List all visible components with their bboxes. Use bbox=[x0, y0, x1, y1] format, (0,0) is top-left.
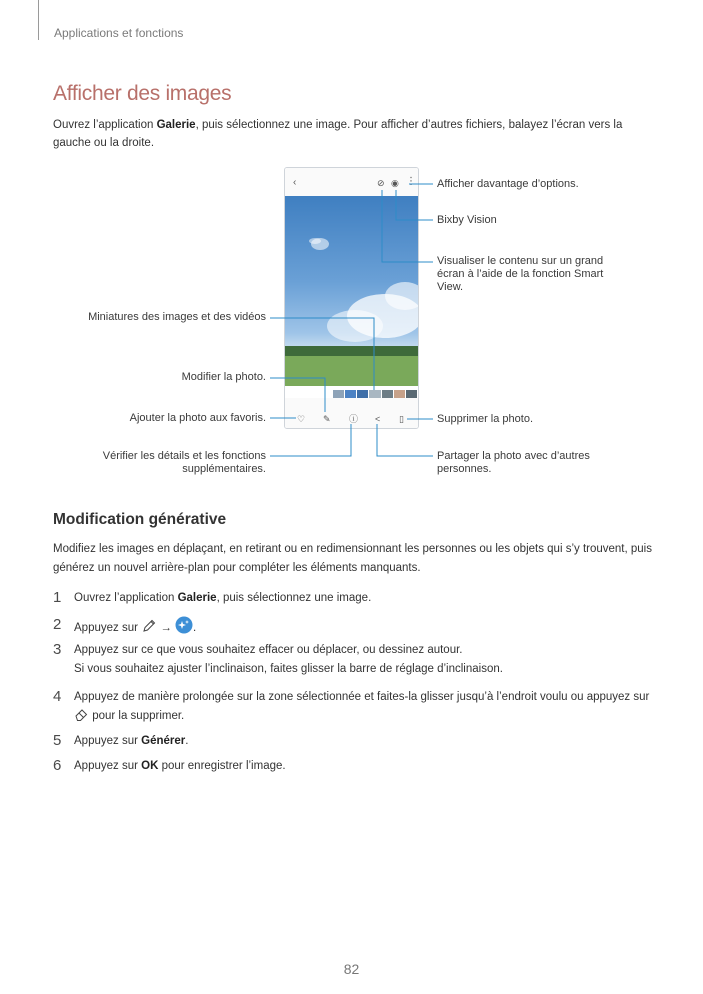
gallery-keyword: Galerie bbox=[156, 119, 196, 131]
step-6: 6 Appuyez sur OK pour enregistrer l’image. bbox=[53, 757, 286, 774]
gallery-keyword: Galerie bbox=[177, 592, 217, 604]
edit-icon[interactable]: ✎ bbox=[323, 414, 331, 424]
callout-add-favorites: Ajouter la photo aux favoris. bbox=[129, 412, 266, 424]
section-intro: Ouvrez l’application Galerie, puis sélectionnez une image. Pour afficher d’autres fichiers, balayez l’écran vers la gauche ou la droite. bbox=[53, 119, 623, 149]
eraser-icon bbox=[74, 707, 89, 722]
share-icon[interactable]: < bbox=[375, 414, 381, 424]
step-2: 2 Appuyez sur → . bbox=[53, 616, 197, 634]
callout-edit-photo: Modifier la photo. bbox=[181, 371, 266, 383]
generate-keyword: Générer bbox=[141, 735, 186, 747]
step-1: 1 Ouvrez l’application Galerie, puis sélectionnez une image. bbox=[53, 589, 372, 606]
ok-keyword: OK bbox=[141, 760, 159, 772]
step-number: 3 bbox=[53, 641, 62, 658]
subsection-heading: Modification générative bbox=[53, 511, 227, 528]
callout-thumbnails: Miniatures des images et des vidéos bbox=[88, 311, 266, 323]
step-5: 5 Appuyez sur Générer. bbox=[53, 732, 189, 749]
ai-edit-icon bbox=[175, 616, 193, 634]
favorite-icon[interactable]: ♡ bbox=[297, 414, 306, 424]
subsection-intro: Modifiez les images en déplaçant, en retirant ou en redimensionnant les personnes ou les objets qui s’y trouvent, puis générez un nouvel arrière-plan pour compléter les éléments manquants. bbox=[53, 543, 652, 574]
pencil-icon bbox=[141, 618, 157, 634]
step-number: 5 bbox=[53, 732, 62, 749]
step-number: 4 bbox=[53, 688, 62, 705]
step-number: 2 bbox=[53, 616, 62, 633]
step-3: 3 Appuyez sur ce que vous souhaitez effacer ou déplacer, ou dessinez autour. Si vous souhaitez ajuster l’inclinaison, faites glisser la barre de réglage d’inclinaison. bbox=[53, 641, 503, 675]
callout-delete-photo: Supprimer la photo. bbox=[437, 413, 533, 425]
back-icon[interactable]: ‹ bbox=[293, 177, 297, 188]
callout-bixby-vision: Bixby Vision bbox=[437, 214, 497, 226]
callout-share: Partager la photo avec d’autres personnes. bbox=[437, 450, 590, 475]
smart-view-icon[interactable]: ⊘ bbox=[377, 178, 385, 188]
callout-more-options: Afficher davantage d’options. bbox=[437, 178, 579, 190]
section-title: Afficher des images bbox=[53, 82, 232, 105]
details-icon[interactable]: ⓘ bbox=[349, 414, 359, 424]
more-options-icon[interactable]: ⋮ bbox=[406, 176, 416, 187]
callout-smart-view: Visualiser le contenu sur un grand écran à l’aide de la fonction Smart View. bbox=[437, 255, 604, 293]
step-4: 4 Appuyez de manière prolongée sur la zone sélectionnée et faites-la glisser jusqu’à l’endroit voulu ou appuyez sur pour la supprimer. bbox=[53, 688, 650, 722]
callout-details: Vérifier les détails et les fonctions supplémentaires. bbox=[102, 450, 266, 475]
page-number: 82 bbox=[343, 961, 360, 977]
step-number: 6 bbox=[53, 757, 62, 774]
step-number: 1 bbox=[53, 589, 62, 606]
bixby-vision-icon[interactable]: ◉ bbox=[391, 178, 399, 188]
delete-icon[interactable]: ▯ bbox=[399, 414, 404, 424]
running-head: Applications et fonctions bbox=[54, 26, 184, 40]
